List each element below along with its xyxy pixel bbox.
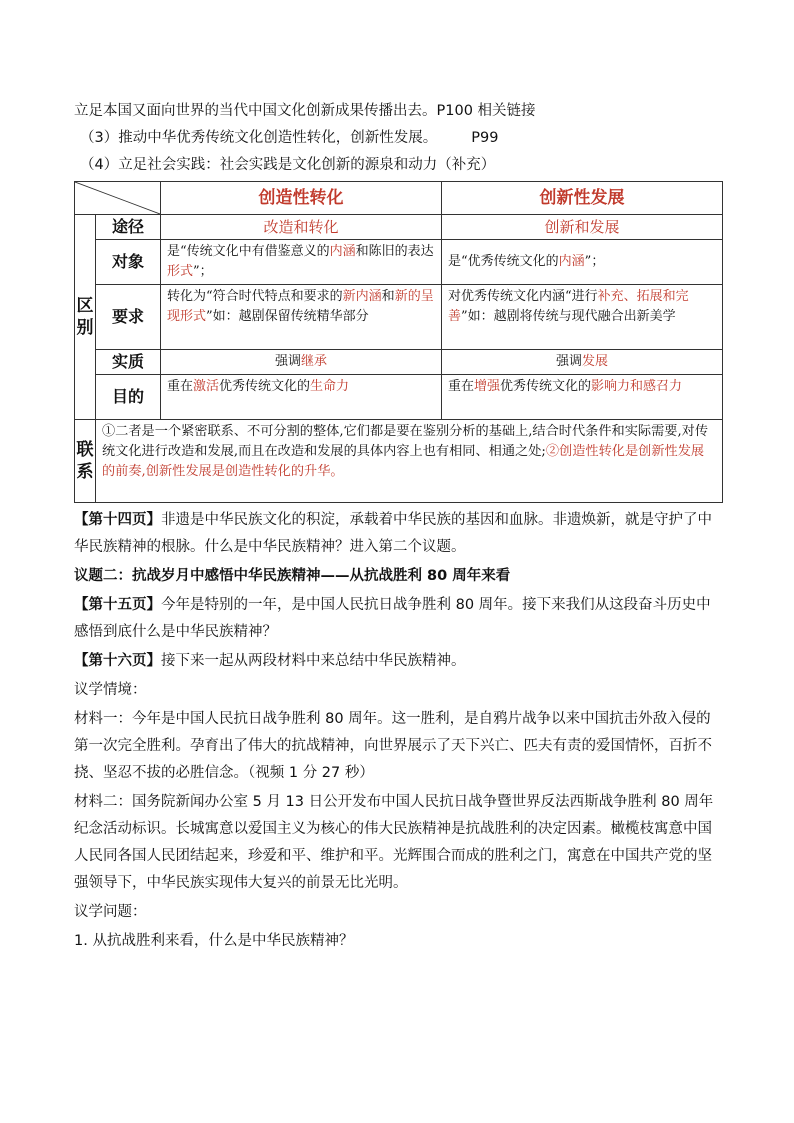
comparison-table [74, 181, 723, 503]
way-transform: 改造和转化 [161, 215, 442, 240]
document-page [74, 98, 724, 955]
essence-transform: 强调继承 [161, 350, 442, 375]
page-ref: P99 [471, 130, 499, 146]
essence-develop: 强调发展 [442, 350, 723, 375]
col-header-transform: 创造性转化 [161, 182, 442, 215]
row-label-essence: 实质 [96, 350, 161, 375]
side-label-difference: 区别 [75, 215, 96, 420]
intro-line-2: （3）推动中华优秀传统文化创造性转化，创新性发展。 P99 [80, 130, 499, 146]
page14-paragraph: 【第十四页】非遗是中华民族文化的积淀，承载着中华民族的基因和血脉。非遗焕新，就是守护了中华民族精神的根脉。什么是中华民族精神？进入第二个议题。 [74, 512, 712, 555]
page15-paragraph: 【第十五页】今年是特别的一年，是中国人民抗日战争胜利 80 周年。接下来我们从这段奋斗历史中感悟到底什么是中华民族精神？ [74, 597, 711, 640]
diagonal-header-cell [75, 182, 161, 215]
page16-paragraph: 【第十六页】接下来一起从两段材料中来总结中华民族精神。 [74, 653, 466, 669]
intro-line-1: 立足本国又面向世界的当代中国文化创新成果传播出去。P100 相关链接 [74, 103, 536, 119]
material-one: 材料一：今年是中国人民抗日战争胜利 80 周年。这一胜利，是自鸦片战争以来中国抗击外敌入侵的第一次完全胜利。孕育出了伟大的抗战精神，向世界展示了天下兴亡、匹夫有责的爱国情怀，百折不挠、坚忍不拔的必胜信念。（视频 1 分 27 秒） [74, 711, 712, 781]
topic-two-heading: 议题二：抗战岁月中感悟中华民族精神——从抗战胜利 80 周年来看 [74, 568, 511, 584]
questions-label: 议学问题： [74, 904, 147, 920]
side-label-connection: 联系 [75, 420, 96, 503]
requirement-transform: 转化为“符合时代特点和要求的新内涵和新的呈现形式”如：越剧保留传统精华部分 [161, 285, 442, 350]
object-transform: 是“传统文化中有借鉴意义的内涵和陈旧的表达形式”； [161, 240, 442, 285]
object-develop: 是“优秀传统文化的内涵”； [442, 240, 723, 285]
requirement-develop: 对优秀传统文化内涵“进行补充、拓展和完善”如：越剧将传统与现代融合出新美学 [442, 285, 723, 350]
row-label-way: 途径 [96, 215, 161, 240]
col-header-develop: 创新性发展 [442, 182, 723, 215]
row-label-requirement: 要求 [96, 285, 161, 350]
situation-label: 议学情境： [74, 682, 147, 698]
question-one: 1. 从抗战胜利来看，什么是中华民族精神？ [74, 933, 354, 949]
intro-line-3: （4）立足社会实践：社会实践是文化创新的源泉和动力（补充） [80, 157, 496, 173]
way-develop: 创新和发展 [442, 215, 723, 240]
material-two: 材料二：国务院新闻办公室 5 月 13 日公开发布中国人民抗日战争暨世界反法西斯战争胜利 80 周年纪念活动标识。长城寓意以爱国主义为核心的伟大民族精神是抗战胜利的决定因素。橄榄枝寓意中国人民同各国人民团结起来，珍爱和平、维护和平。光辉围合而成的胜利之门，寓意在中国共产党的坚强领导下，中华民族实现伟大复兴的前景无比光明。 [74, 794, 714, 891]
purpose-transform: 重在激活优秀传统文化的生命力 [161, 375, 442, 420]
row-label-object: 对象 [96, 240, 161, 285]
row-label-purpose: 目的 [96, 375, 161, 420]
purpose-develop: 重在增强优秀传统文化的影响力和感召力 [442, 375, 723, 420]
connection-text: ①二者是一个紧密联系、不可分割的整体,它们都是要在鉴别分析的基础上,结合时代条件和实际需要,对传统文化进行改造和发展,而且在改造和发展的具体内容上也有相同、相通之处;②创造性转化是创新性发展的前奏,创新性发展是创造性转化的升华。 [96, 420, 723, 503]
